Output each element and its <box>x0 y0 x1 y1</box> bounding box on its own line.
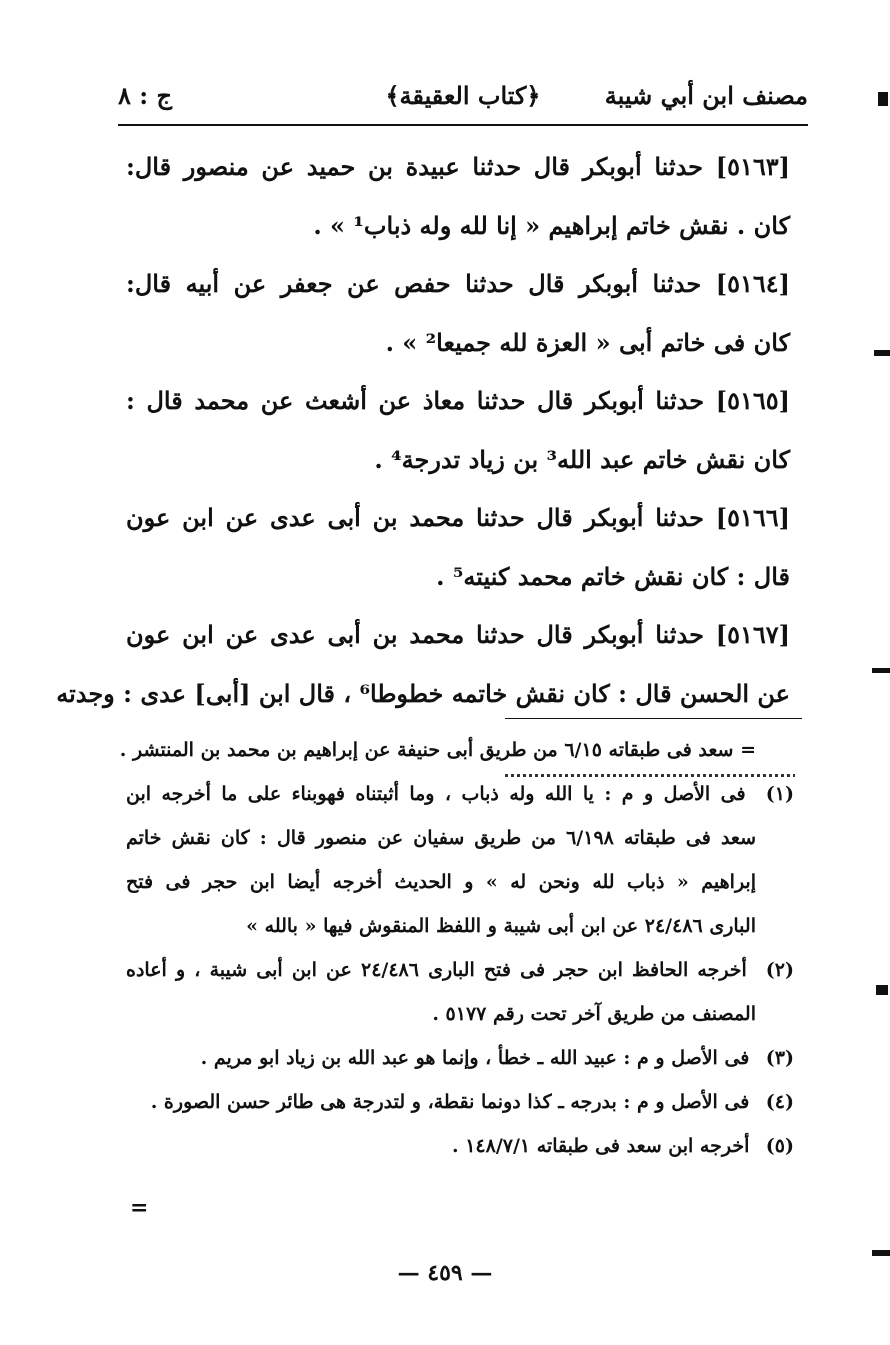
footnote-line: سعد فى طبقاته ٦/١٩٨ من طريق سفيان عن منصور قال : كان نقش خاتم <box>126 827 757 849</box>
footnote-1 <box>126 772 794 816</box>
footnote-3 <box>126 1036 794 1080</box>
footnote-number: (٤) <box>765 1091 794 1113</box>
text-line: كان . نقش خاتم إبراهيم « إنا لله وله ذباب¹ » . <box>313 210 790 240</box>
text-line: [٥١٦٤] حدثنا أبوبكر قال حدثنا حفص عن جعفر عن أبيه قال: <box>126 269 790 298</box>
continuation-mark: = <box>130 1195 149 1221</box>
text-line: قال : كان نقش خاتم محمد كنيته⁵ . <box>436 561 790 591</box>
text-line: [٥١٦٦] حدثنا أبوبكر قال حدثنا محمد بن أبى عدى عن ابن عون <box>126 503 790 532</box>
footnote-line: البارى ٢٤/٤٨٦ عن ابن أبى شيبة و اللفظ المنقوش فيها « بالله » <box>246 915 756 937</box>
margin-speck <box>874 350 890 356</box>
footnote-line: المصنف من طريق آخر تحت رقم ٥١٧٧ . <box>432 1003 756 1025</box>
text-line: كان نقش خاتم عبد الله³ بن زياد تدرجة⁴ . <box>374 444 790 474</box>
text-line: [٥١٦٣] حدثنا أبوبكر قال حدثنا عبيدة بن حميد عن منصور قال: <box>126 152 791 181</box>
footnote-text: أخرجه الحافظ ابن حجر فى فتح البارى ٢٤/٤٨٦ عن ابن أبى شيبة ، و أعاده <box>126 959 747 981</box>
text-line: عن الحسن قال : كان نقش خاتمه خطوطا⁶ ، قال ابن [أبى] عدى : وجدته <box>56 678 790 708</box>
text-line: [٥١٦٧] حدثنا أبوبكر قال حدثنا محمد بن أبى عدى عن ابن عون <box>126 620 790 649</box>
main-text <box>56 138 791 723</box>
margin-speck <box>872 668 890 673</box>
text-line: [٥١٦٥] حدثنا أبوبكر قال حدثنا معاذ عن أشعث عن محمد قال : <box>126 386 790 415</box>
page-number: — ٤٥٩ — <box>397 1260 493 1286</box>
book-title: مصنف ابن أبي شيبة <box>604 80 808 110</box>
footnote-number: (١) <box>765 783 794 805</box>
header-rule <box>118 124 808 126</box>
footnote-number: (٣) <box>765 1047 794 1069</box>
footnote-line: إبراهيم « ذباب لله ونحن له » و الحديث أخرجه أيضا ابن حجر فى فتح <box>126 871 756 893</box>
footnote-text: أخرجه ابن سعد فى طبقاته ١٤٨/٧/١ . <box>451 1135 750 1157</box>
footnote-number: (٥) <box>765 1135 794 1157</box>
footnote-text: فى الأصل و م : بدرجه ـ كذا دونما نقطة، و لتدرجة هى طائر حسن الصورة . <box>150 1091 750 1113</box>
footnote-text: فى الأصل و م : يا الله وله ذباب ، وما أثبتناه فهوبناء على ما أخرجه ابن <box>126 783 746 805</box>
footnote-2 <box>126 948 794 992</box>
running-header <box>118 70 808 120</box>
footnote-separator <box>505 718 802 719</box>
volume-number: ج : ٨ <box>118 80 172 110</box>
footnotes <box>119 728 794 1168</box>
footnote-5 <box>126 1124 794 1168</box>
footnote-4 <box>126 1080 794 1124</box>
footnote-continuation: = سعد فى طبقاته ٦/١٥ من طريق أبى حنيفة عن إبراهيم بن محمد بن المنتشر . <box>119 739 756 761</box>
margin-speck <box>876 985 888 995</box>
chapter-title: ﴿كتاب العقيقة﴾ <box>385 80 541 110</box>
margin-speck <box>872 1250 890 1256</box>
text-line: كان فى خاتم أبى « العزة لله جميعا² » . <box>385 327 790 357</box>
footnote-number: (٢) <box>765 959 794 981</box>
margin-speck <box>878 92 888 106</box>
footnote-text: فى الأصل و م : عبيد الله ـ خطأ ، وإنما هو عبد الله بن زياد ابو مريم . <box>200 1047 750 1069</box>
